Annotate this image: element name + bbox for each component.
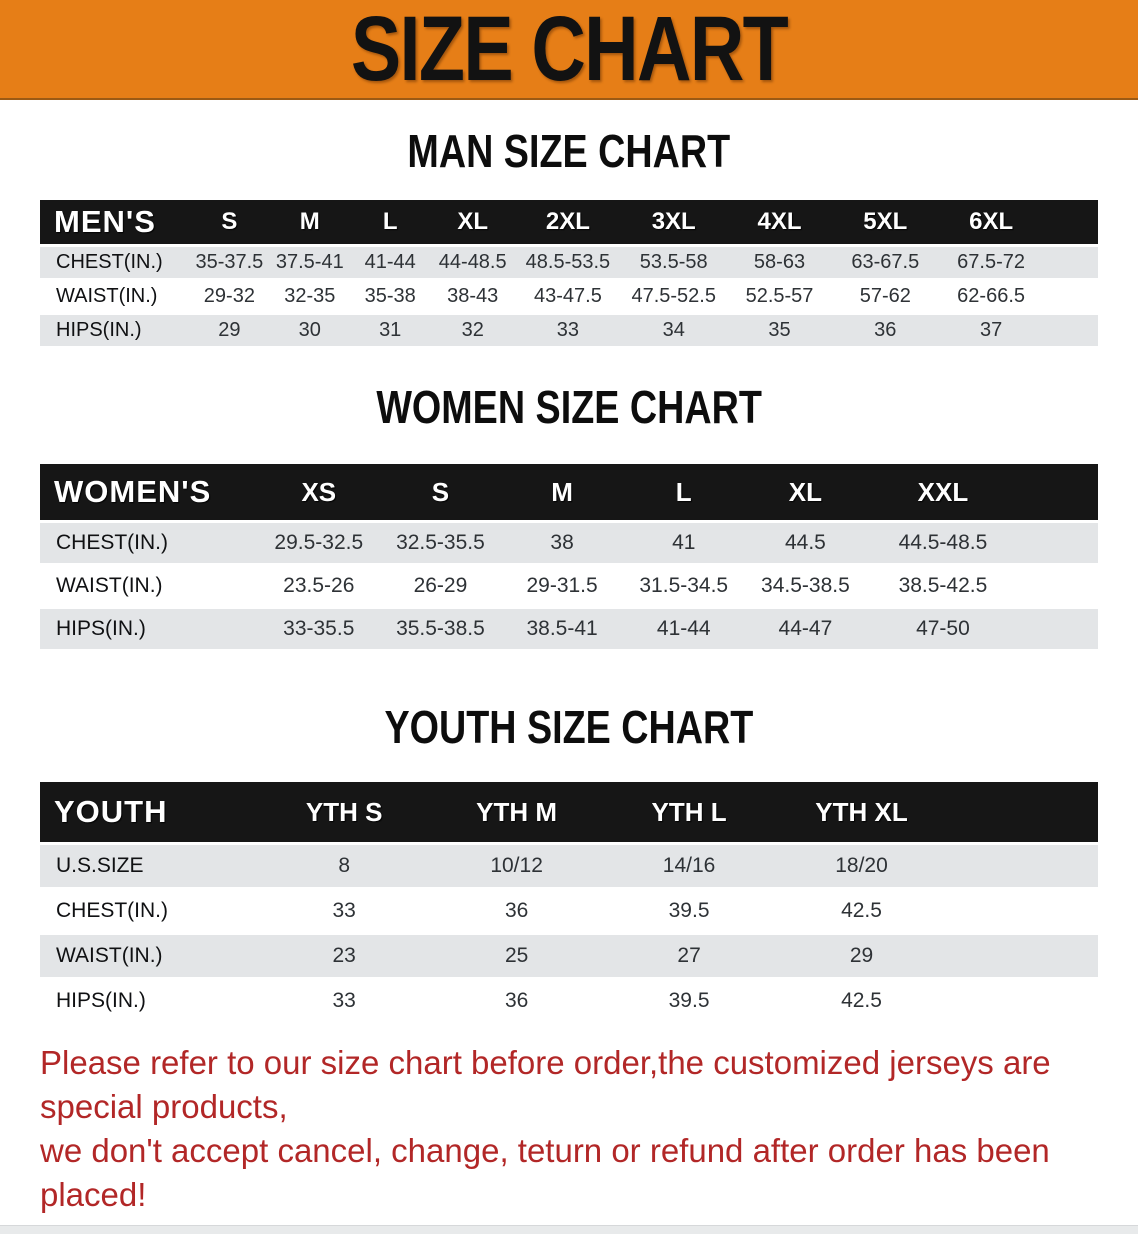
size-chart-banner	[0, 0, 1138, 100]
header-filler	[1020, 464, 1098, 520]
header-filler	[1044, 200, 1098, 244]
size-value-cell: 36	[504, 989, 529, 1012]
size-value-cell: 47.5-52.5	[631, 285, 716, 307]
size-column-header: 6XL	[938, 200, 1044, 244]
size-column-header: YTH XL	[775, 782, 947, 842]
banner-title	[303, 0, 835, 100]
size-value-cell: 44.5	[745, 523, 867, 563]
women-size-table	[40, 461, 1098, 652]
size-value-cell: 47-50	[866, 609, 1019, 649]
measurement-row	[40, 523, 1098, 563]
size-value-cell: 38-43	[447, 285, 499, 307]
men-size-table	[40, 197, 1098, 349]
size-value-cell: 58-63	[727, 247, 833, 278]
size-column-header: XS	[258, 464, 380, 520]
men-header-row	[40, 200, 1098, 244]
row-filler	[948, 890, 1098, 932]
size-value-cell: 57-62	[859, 285, 911, 307]
size-value-cell: 25	[430, 935, 602, 977]
row-filler	[1044, 281, 1098, 312]
size-value-cell: 63-67.5	[832, 247, 938, 278]
measurement-row-label: WAIST(IN.)	[56, 285, 158, 307]
size-value-cell: 35	[727, 315, 833, 346]
size-value-cell: 36	[504, 899, 529, 922]
size-value-cell: 33	[515, 315, 621, 346]
size-value-cell: 31.5-34.5	[639, 574, 729, 597]
size-value-cell: 18/20	[775, 845, 947, 887]
measurement-row-label: HIPS(IN.)	[40, 609, 258, 649]
row-filler	[1044, 315, 1098, 346]
size-value-cell: 31	[350, 315, 430, 346]
size-value-cell: 42.5	[841, 899, 882, 922]
measurement-row	[40, 845, 1098, 887]
size-value-cell: 29.5-32.5	[258, 523, 380, 563]
size-value-cell: 35-38	[364, 285, 416, 307]
size-column-header: M	[270, 200, 350, 244]
measurement-row-label: HIPS(IN.)	[56, 989, 146, 1012]
size-value-cell: 38	[501, 523, 623, 563]
measurement-row-label: CHEST(IN.)	[40, 523, 258, 563]
size-value-cell: 43-47.5	[533, 285, 602, 307]
measurement-row-label: U.S.SIZE	[40, 845, 258, 887]
size-column-header: 3XL	[621, 200, 727, 244]
size-value-cell: 44-47	[745, 609, 867, 649]
size-column-header: XL	[745, 464, 867, 520]
row-filler	[1020, 566, 1098, 606]
table-corner-label: MEN'S	[40, 200, 189, 244]
banner-title-text: SIZE CHART	[350, 0, 788, 100]
size-value-cell: 37	[938, 315, 1044, 346]
disclaimer-line-2: we don't accept cancel, change, teturn or refund after order has been placed!	[40, 1132, 1050, 1213]
size-value-cell: 8	[258, 845, 430, 887]
women-section-heading: WOMEN SIZE CHART	[376, 381, 762, 433]
measurement-row-label: WAIST(IN.)	[40, 935, 258, 977]
size-column-header: L	[623, 464, 745, 520]
header-filler	[948, 782, 1098, 842]
size-value-cell: 41-44	[623, 609, 745, 649]
size-value-cell: 39.5	[668, 899, 710, 922]
measurement-row	[40, 609, 1098, 649]
size-value-cell: 67.5-72	[938, 247, 1044, 278]
size-value-cell: 36	[832, 315, 938, 346]
size-value-cell: 41	[623, 523, 745, 563]
row-filler	[1044, 247, 1098, 278]
size-column-header: YTH S	[258, 782, 430, 842]
size-value-cell: 23	[258, 935, 430, 977]
size-value-cell: 62-66.5	[957, 285, 1026, 307]
size-value-cell: 14/16	[603, 845, 775, 887]
size-value-cell: 29-32	[203, 285, 255, 307]
measurement-row	[40, 890, 1098, 932]
size-value-cell: 41-44	[350, 247, 430, 278]
size-column-header: L	[350, 200, 430, 244]
measurement-row	[40, 281, 1098, 312]
row-filler	[948, 935, 1098, 977]
disclaimer-line-1: Please refer to our size chart before order,the customized jerseys are special products,	[40, 1044, 1051, 1125]
size-value-cell: 29	[775, 935, 947, 977]
size-column-header: 5XL	[832, 200, 938, 244]
row-filler	[948, 845, 1098, 887]
women-header-row	[40, 464, 1098, 520]
measurement-row	[40, 566, 1098, 606]
size-column-header: 4XL	[727, 200, 833, 244]
size-column-header: XL	[430, 200, 515, 244]
size-column-header: YTH M	[430, 782, 602, 842]
measurement-row-label: CHEST(IN.)	[40, 247, 189, 278]
size-value-cell: 48.5-53.5	[515, 247, 621, 278]
size-value-cell: 35.5-38.5	[380, 609, 502, 649]
size-value-cell: 39.5	[668, 989, 710, 1012]
size-value-cell: 38.5-42.5	[898, 574, 988, 597]
size-value-cell: 32.5-35.5	[380, 523, 502, 563]
size-column-header: S	[189, 200, 269, 244]
size-value-cell: 10/12	[430, 845, 602, 887]
measurement-row	[40, 935, 1098, 977]
size-value-cell: 29-31.5	[526, 574, 598, 597]
youth-section-heading: YOUTH SIZE CHART	[384, 701, 754, 753]
size-column-header: M	[501, 464, 623, 520]
size-value-cell: 33	[332, 989, 356, 1012]
man-section-heading: MAN SIZE CHART	[407, 125, 731, 177]
size-value-cell: 44.5-48.5	[866, 523, 1019, 563]
measurement-row	[40, 315, 1098, 346]
size-value-cell: 23.5-26	[283, 574, 355, 597]
measurement-row	[40, 247, 1098, 278]
size-value-cell: 52.5-57	[745, 285, 814, 307]
row-filler	[948, 980, 1098, 1022]
size-column-header: S	[380, 464, 502, 520]
size-value-cell: 27	[603, 935, 775, 977]
size-value-cell: 33	[332, 899, 356, 922]
table-corner-label: WOMEN'S	[40, 464, 258, 520]
size-value-cell: 33-35.5	[258, 609, 380, 649]
bottom-strip	[0, 1225, 1138, 1234]
size-value-cell: 30	[270, 315, 350, 346]
row-filler	[1020, 609, 1098, 649]
size-value-cell: 26-29	[413, 574, 468, 597]
size-value-cell: 29	[189, 315, 269, 346]
size-value-cell: 37.5-41	[270, 247, 350, 278]
size-value-cell: 34	[621, 315, 727, 346]
youth-size-table	[40, 779, 1098, 1025]
size-column-header: XXL	[866, 464, 1019, 520]
measurement-row-label: HIPS(IN.)	[40, 315, 189, 346]
size-value-cell: 34.5-38.5	[761, 574, 850, 597]
size-value-cell: 32-35	[284, 285, 336, 307]
measurement-row-label: CHEST(IN.)	[56, 899, 168, 922]
row-filler	[1020, 523, 1098, 563]
size-value-cell: 32	[430, 315, 515, 346]
measurement-row-label: WAIST(IN.)	[56, 574, 163, 597]
size-value-cell: 53.5-58	[621, 247, 727, 278]
size-value-cell: 35-37.5	[189, 247, 269, 278]
youth-header-row	[40, 782, 1098, 842]
table-corner-label: YOUTH	[40, 782, 258, 842]
size-value-cell: 44-48.5	[430, 247, 515, 278]
measurement-row	[40, 980, 1098, 1022]
size-value-cell: 38.5-41	[501, 609, 623, 649]
size-column-header: YTH L	[603, 782, 775, 842]
order-disclaimer-note	[40, 1041, 1110, 1217]
size-value-cell: 42.5	[841, 989, 882, 1012]
size-column-header: 2XL	[515, 200, 621, 244]
